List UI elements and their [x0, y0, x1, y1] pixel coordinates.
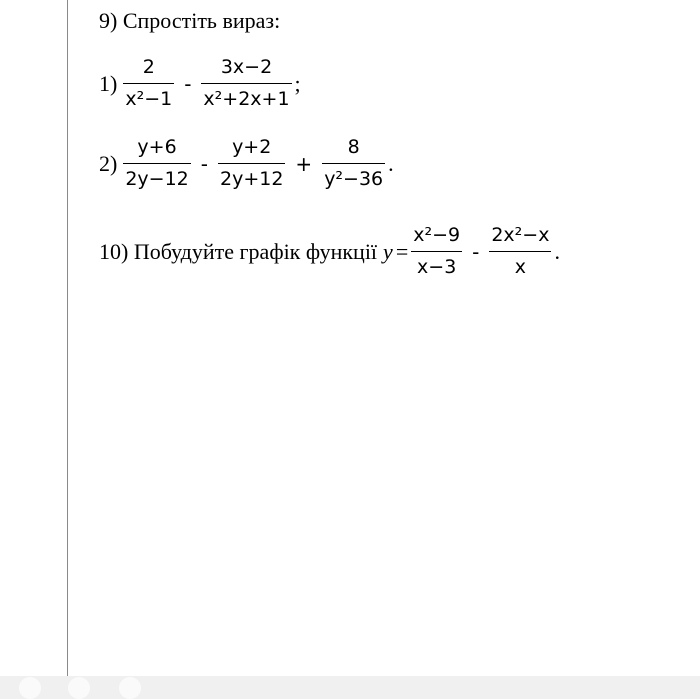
numerator: 3x−2 [220, 56, 273, 78]
fraction-2-1 [120, 138, 193, 189]
task-10-text: 10) Побудуйте графік функції [99, 238, 378, 264]
task-9-item-1 [99, 58, 301, 109]
fraction-10-1 [408, 226, 465, 277]
denominator: y²−36 [324, 168, 384, 190]
numerator: 2x²−x [491, 224, 550, 246]
minus-sign: - [184, 71, 192, 96]
fraction-1-1 [120, 58, 177, 109]
circle-decoration [119, 677, 141, 699]
period: . [388, 150, 394, 176]
numerator: y+2 [232, 136, 272, 158]
numerator: 8 [347, 136, 360, 158]
task-9-item-2 [99, 138, 394, 189]
fraction-10-2 [486, 226, 554, 277]
task-9-heading: 9) Спростіть вираз: [99, 8, 281, 33]
task-9-heading-line [99, 8, 280, 34]
item-2-label: 2) [99, 150, 118, 176]
fraction-2-3 [319, 138, 388, 189]
equals-sign: = [395, 238, 409, 264]
fraction-2-2 [215, 138, 288, 189]
circle-decoration [68, 677, 90, 699]
function-variable: y [383, 238, 393, 264]
denominator: x²+2x+1 [203, 88, 290, 110]
circle-decoration [19, 677, 41, 699]
denominator: x [514, 256, 527, 278]
denominator: x²−1 [125, 88, 173, 110]
page-margin-line [67, 0, 68, 676]
minus-sign: - [472, 239, 480, 264]
numerator: x²−9 [413, 224, 461, 246]
item-1-label: 1) [99, 70, 118, 96]
period: . [554, 238, 560, 264]
numerator: 2 [142, 56, 155, 78]
minus-sign: - [200, 151, 208, 176]
denominator: x−3 [417, 256, 457, 278]
fraction-1-2 [198, 58, 294, 109]
semicolon: ; [294, 70, 301, 96]
task-10-line [99, 226, 560, 277]
numerator: y+6 [137, 136, 177, 158]
bottom-bar [0, 676, 700, 699]
plus-sign: + [295, 151, 313, 176]
denominator: 2y−12 [125, 168, 189, 190]
denominator: 2y+12 [219, 168, 284, 190]
